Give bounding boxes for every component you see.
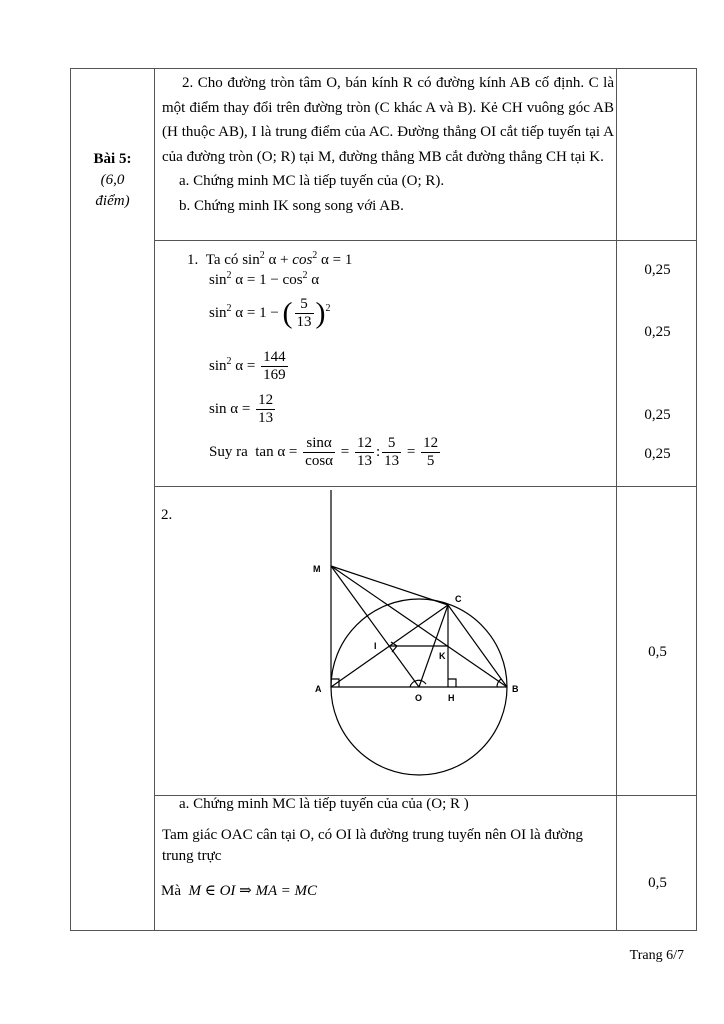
problem-title: Bài 5:: [93, 151, 132, 167]
segment-cb: [448, 605, 507, 687]
score: 0,5: [648, 875, 667, 891]
score: 0,25: [644, 262, 671, 278]
problem-part-a: a. Chứng minh MC là tiếp tuyến của (O; R).: [179, 173, 445, 189]
page-number: Trang 6/7: [629, 948, 684, 963]
point-k-label: K: [439, 651, 446, 661]
point-a-label: A: [315, 684, 322, 694]
equation-identity: 1. Ta có $\sin^2 \alpha + \cos^2 \alpha = 1$: [187, 250, 353, 268]
problem-points: (6,0: [100, 172, 125, 188]
point-i-label: I: [374, 641, 377, 651]
problem-part-b: b. Chứng minh IK song song với AB.: [179, 197, 404, 214]
equation-line-2: $\sin^2 \alpha = 1$ − ( $\frac{5}{13}$ )$^2$: [209, 296, 331, 330]
segment-mo: [331, 566, 419, 687]
equation-line-3: $\sin^2 \alpha$ = $\frac{144}{169}$: [209, 349, 286, 383]
problem-points-unit: điểm): [95, 193, 130, 209]
part-a-heading: a. Chứng minh MC là tiếp tuyến của của (O; R ): [179, 796, 469, 812]
equation-line-4: sin α = $\frac{12}{13}$: [209, 392, 274, 426]
part-a-conclusion: Mà M ∈ OI ⇒ MA = MC: [161, 883, 318, 899]
problem-intro: 2. Cho đường tròn tâm O, bán kính R có đường kính AB cố định. C là một điểm thay đổi trên đường tròn (C khác A và B). Kẻ CH vuông góc AB (H thuộc AB), I là trung điểm của AC. Đường thẳng OI cắt tiếp tuyến tại A của đường tròn (O; R) tại M, đường thẳng MB cắt đường thẳng CH tại K.: [162, 75, 614, 165]
segment-mc: [331, 566, 448, 605]
score: 0,5: [648, 644, 667, 660]
part-a-text: Tam giác OAC cân tại O, có OI là đường trung tuyến nên OI là đường trung trực: [162, 827, 583, 864]
point-b-label: B: [512, 684, 519, 694]
point-o-label: O: [415, 693, 423, 703]
right-angle-mark: [448, 679, 456, 687]
score: 0,25: [644, 446, 671, 462]
point-c-label: C: [455, 594, 462, 604]
point-m-label: M: [313, 564, 321, 574]
equation-line-5: Suy ra tan α = $\frac{\sin\alpha}{\cos\alpha}$ = $\frac{12}{13}$ : $\frac{5}{13}$ = $\frac{12}{5}$: [209, 435, 439, 469]
equation-line-1: $\sin^2 \alpha = 1 - \cos^2 \alpha$: [209, 270, 320, 288]
point-h-label: H: [448, 693, 455, 703]
figure-label: 2.: [161, 507, 173, 523]
score: 0,25: [644, 324, 671, 340]
score: 0,25: [644, 407, 671, 423]
